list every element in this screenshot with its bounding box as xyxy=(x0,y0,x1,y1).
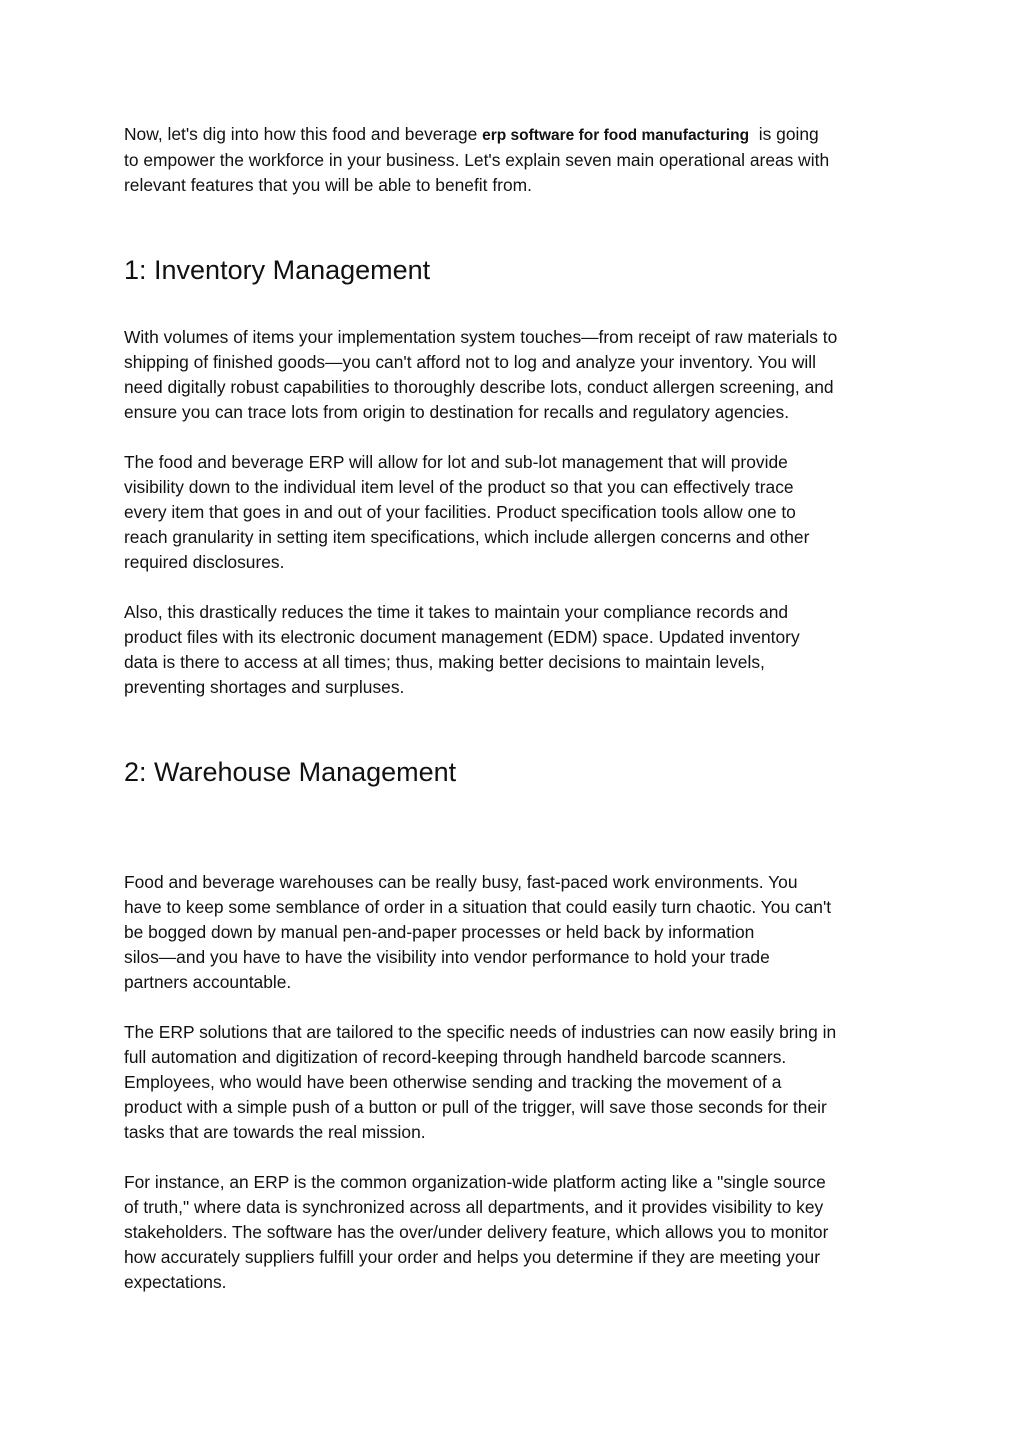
intro-paragraph xyxy=(124,122,914,198)
paragraph-line: For instance, an ERP is the common organization-wide platform acting like a "single source xyxy=(124,1172,826,1192)
paragraph-line: product with a simple push of a button or pull of the trigger, will save those seconds for their xyxy=(124,1097,827,1117)
intro-line-2: to empower the workforce in your business. Let's explain seven main operational areas with xyxy=(124,150,830,170)
paragraph-line: need digitally robust capabilities to thoroughly describe lots, conduct allergen screening, and xyxy=(124,377,834,397)
inventory-paragraph-2 xyxy=(124,450,914,575)
paragraph-line: With volumes of items your implementation system touches—from receipt of raw materials to xyxy=(124,327,838,347)
inventory-paragraph-3 xyxy=(124,600,914,700)
intro-line-3: relevant features that you will be able to benefit from. xyxy=(124,175,532,195)
paragraph-line: Employees, who would have been otherwise sending and tracking the movement of a xyxy=(124,1072,782,1092)
paragraph-line: Food and beverage warehouses can be really busy, fast-paced work environments. You xyxy=(124,872,798,892)
paragraph-line: data is there to access at all times; thus, making better decisions to maintain levels, xyxy=(124,652,765,672)
warehouse-paragraph-1 xyxy=(124,870,914,995)
section-heading-warehouse: 2: Warehouse Management xyxy=(124,757,457,787)
paragraph-line: Also, this drastically reduces the time it takes to maintain your compliance records and xyxy=(124,602,789,622)
paragraph-line: silos—and you have to have the visibility into vendor performance to hold your trade xyxy=(124,947,770,967)
paragraph-line: tasks that are towards the real mission. xyxy=(124,1122,426,1142)
paragraph-line: be bogged down by manual pen-and-paper processes or held back by information xyxy=(124,922,755,942)
paragraph-line: product files with its electronic document management (EDM) space. Updated inventory xyxy=(124,627,800,647)
paragraph-line: ensure you can trace lots from origin to destination for recalls and regulatory agencies. xyxy=(124,402,790,422)
paragraph-line: of truth," where data is synchronized across all departments, and it provides visibility to key xyxy=(124,1197,824,1217)
paragraph-line: reach granularity in setting item specifications, which include allergen concerns and other xyxy=(124,527,810,547)
intro-text-after: is going xyxy=(749,124,819,144)
paragraph-line: every item that goes in and out of your facilities. Product specification tools allow one to xyxy=(124,502,796,522)
warehouse-paragraph-2 xyxy=(124,1020,914,1145)
paragraph-line: required disclosures. xyxy=(124,552,285,572)
inventory-paragraph-1 xyxy=(124,325,914,425)
intro-text-before: Now, let's dig into how this food and beverage xyxy=(124,124,483,144)
keyword-link[interactable]: erp software for food manufacturing xyxy=(482,127,750,144)
paragraph-line: how accurately suppliers fulfill your order and helps you determine if they are meeting your xyxy=(124,1247,820,1267)
warehouse-paragraph-3 xyxy=(124,1170,914,1295)
intro-line-1 xyxy=(124,122,914,148)
paragraph-line: have to keep some semblance of order in a situation that could easily turn chaotic. You can't xyxy=(124,897,832,917)
paragraph-line: The food and beverage ERP will allow for lot and sub-lot management that will provide xyxy=(124,452,788,472)
paragraph-line: expectations. xyxy=(124,1272,227,1292)
paragraph-line: preventing shortages and surpluses. xyxy=(124,677,405,697)
paragraph-line: partners accountable. xyxy=(124,972,292,992)
paragraph-line: The ERP solutions that are tailored to the specific needs of industries can now easily bring in xyxy=(124,1022,837,1042)
section-heading-inventory: 1: Inventory Management xyxy=(124,255,431,285)
paragraph-line: visibility down to the individual item level of the product so that you can effectively trace xyxy=(124,477,794,497)
paragraph-line: shipping of finished goods—you can't afford not to log and analyze your inventory. You will xyxy=(124,352,816,372)
paragraph-line: full automation and digitization of record-keeping through handheld barcode scanners. xyxy=(124,1047,787,1067)
paragraph-line: stakeholders. The software has the over/under delivery feature, which allows you to monitor xyxy=(124,1222,829,1242)
